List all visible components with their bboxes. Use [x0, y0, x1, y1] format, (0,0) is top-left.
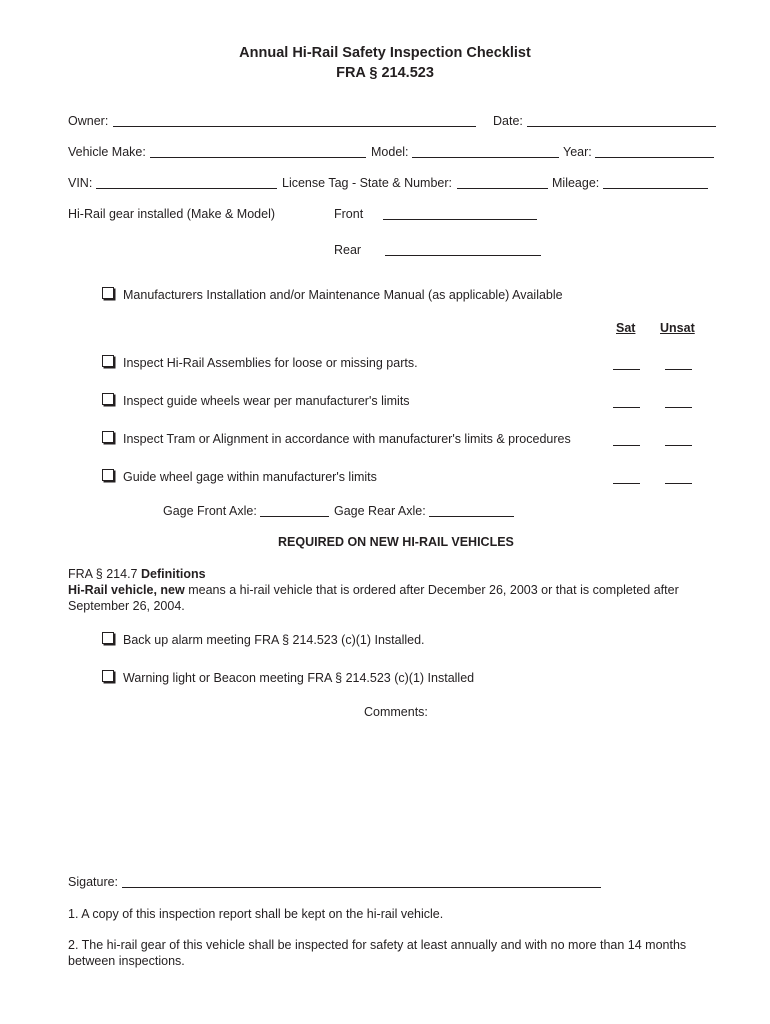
signature-label: Sigature: [68, 875, 119, 889]
inspection-item-3: Inspect Tram or Alignment in accordance with manufacturer's limits & procedures [123, 432, 571, 446]
definition-body-cont: September 26, 2004. [68, 599, 185, 613]
mileage-label: Mileage: [552, 176, 600, 190]
gage-rear-label: Gage Rear Axle: [334, 504, 426, 518]
model-label: Model: [371, 145, 409, 159]
year-label: Year: [563, 145, 592, 159]
comments-area[interactable] [68, 724, 728, 864]
sat-blank-2[interactable] [613, 407, 640, 408]
definition-body: means a hi-rail vehicle that is ordered after December 26, 2003 or that is completed after [188, 583, 679, 597]
page-title: Annual Hi-Rail Safety Inspection Checklist [239, 45, 531, 61]
inspection-item-1: Inspect Hi-Rail Assemblies for loose or missing parts. [123, 356, 418, 370]
page-subtitle: FRA § 214.523 [336, 65, 434, 81]
inspection-item-2: Inspect guide wheels wear per manufacturer's limits [123, 394, 410, 408]
sat-blank-4[interactable] [613, 483, 640, 484]
inspection-item-4: Guide wheel gage within manufacturer's limits [123, 470, 377, 484]
definition-text [68, 582, 728, 614]
sat-blank-3[interactable] [613, 445, 640, 446]
backup-alarm-label: Back up alarm meeting FRA § 214.523 (c)(1) Installed. [123, 633, 425, 647]
note-2: 2. The hi-rail gear of this vehicle shall be inspected for safety at least annually and with no more than 14 months between inspections. [68, 938, 687, 968]
rear-label: Rear [334, 243, 362, 257]
gage-front-label: Gage Front Axle: [163, 504, 257, 518]
unsat-blank-2[interactable] [665, 407, 692, 408]
gear-installed-label: Hi-Rail gear installed (Make & Model) [68, 207, 276, 221]
note-1: 1. A copy of this inspection report shall be kept on the hi-rail vehicle. [68, 907, 444, 921]
rear-gear-field[interactable] [385, 255, 541, 256]
unsat-blank-1[interactable] [665, 369, 692, 370]
vin-label: VIN: [68, 176, 93, 190]
sat-column-header: Sat [616, 321, 636, 335]
license-label: License Tag - State & Number: [282, 176, 452, 190]
manual-checkbox[interactable] [102, 287, 114, 299]
front-gear-field[interactable] [383, 219, 537, 220]
definitions-heading [68, 566, 728, 582]
signature-field[interactable] [122, 887, 601, 888]
warning-light-label: Warning light or Beacon meeting FRA § 214.523 (c)(1) Installed [123, 671, 475, 685]
mileage-field[interactable] [603, 188, 708, 189]
license-field[interactable] [457, 188, 548, 189]
definitions-prefix: FRA § 214.7 [68, 567, 138, 581]
sat-blank-1[interactable] [613, 369, 640, 370]
required-heading: REQUIRED ON NEW HI-RAIL VEHICLES [278, 535, 514, 549]
backup-alarm-checkbox[interactable] [102, 632, 114, 644]
comments-label: Comments: [364, 705, 428, 719]
vehicle-make-label: Vehicle Make: [68, 145, 146, 159]
vehicle-make-field[interactable] [150, 157, 366, 158]
definition-term: Hi-Rail vehicle, new [68, 583, 185, 597]
date-label: Date: [493, 114, 523, 128]
manual-item-label: Manufacturers Installation and/or Maintenance Manual (as applicable) Available [123, 288, 563, 302]
gage-front-field[interactable] [260, 516, 329, 517]
unsat-column-header: Unsat [660, 321, 695, 335]
gage-rear-field[interactable] [429, 516, 514, 517]
owner-field[interactable] [113, 126, 476, 127]
definitions-label: Definitions [140, 567, 206, 581]
inspection-checkbox-4[interactable] [102, 469, 114, 481]
year-field[interactable] [595, 157, 714, 158]
date-field[interactable] [527, 126, 716, 127]
front-label: Front [334, 207, 364, 221]
inspection-checkbox-3[interactable] [102, 431, 114, 443]
unsat-blank-3[interactable] [665, 445, 692, 446]
model-field[interactable] [412, 157, 559, 158]
owner-label: Owner: [68, 114, 109, 128]
vin-field[interactable] [96, 188, 277, 189]
warning-light-checkbox[interactable] [102, 670, 114, 682]
inspection-checkbox-2[interactable] [102, 393, 114, 405]
inspection-checkbox-1[interactable] [102, 355, 114, 367]
unsat-blank-4[interactable] [665, 483, 692, 484]
